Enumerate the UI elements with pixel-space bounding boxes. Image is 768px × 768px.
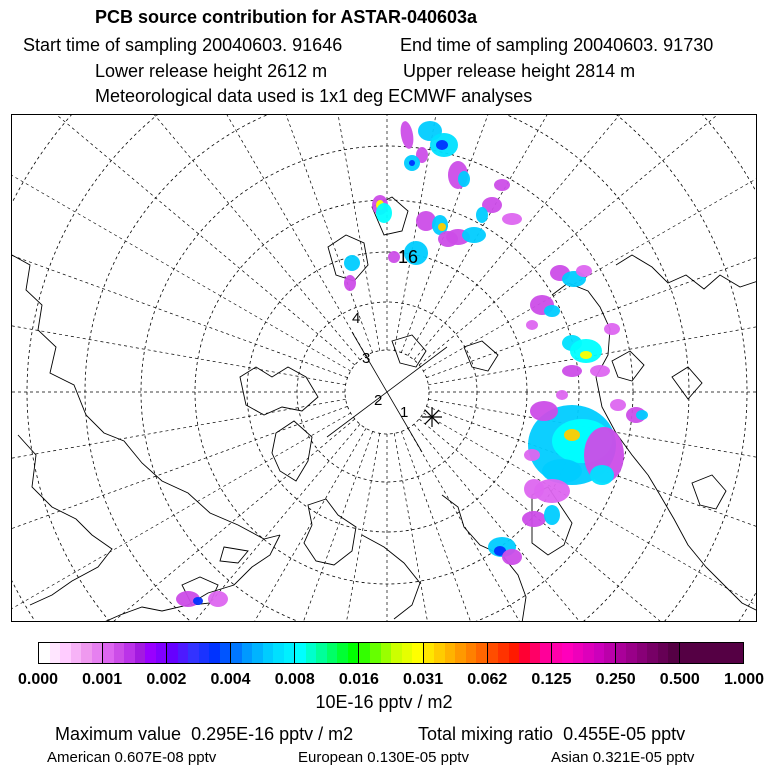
colorbar-segment [39,643,103,663]
colorbar-swatch [327,643,338,663]
map-title: PCB source contribution for ASTAR-040603a [95,7,478,27]
colorbar-swatch [370,643,381,663]
coastline-segment [272,421,312,481]
colorbar-swatch [220,643,231,663]
colorbar-swatch [81,643,92,663]
concentration-blob [530,401,558,421]
colorbar-segment [231,643,295,663]
colorbar-swatch [562,643,573,663]
coastline-segment [240,367,318,415]
meridian-line [265,115,379,351]
latitude-circle [12,115,757,622]
latitude-circle [12,115,757,622]
concentration-blob [502,213,522,225]
coastline-segment [18,435,112,605]
colorbar-segment [359,643,423,663]
concentration-blob [590,465,614,485]
colorbar-tick-label: 0.250 [595,671,636,688]
concentration-blob [458,171,470,187]
total-value: 0.455E-05 pptv [563,724,686,744]
concentration-blob [524,449,540,461]
concentration-blob [344,275,356,291]
concentration-blob [564,429,580,441]
meridian-line [12,153,348,378]
colorbar-swatch [178,643,189,663]
concentration-blob [438,231,458,247]
concentration-blob [610,399,626,411]
colorbar-swatch [658,643,669,663]
colorbar-swatch [124,643,135,663]
colorbar-tick-label: 0.062 [467,671,508,688]
colorbar-segment [103,643,167,663]
end-time-label: End time of sampling 20040603. 91730 [400,35,714,55]
colorbar-segment [167,643,231,663]
colorbar-swatch [445,643,456,663]
concentration-blob [502,549,522,565]
concentration-blob [580,351,592,359]
colorbar-swatch [348,643,359,663]
colorbar-tick-label: 0.008 [274,671,315,688]
colorbar-segment [295,643,359,663]
concentration-blob [376,203,392,223]
meridian-line [37,428,366,622]
total-label: Total mixing ratio [418,724,554,744]
sector-label: 3 [362,350,371,367]
coastline-segment [392,335,426,367]
colorbar-swatch [594,643,605,663]
colorbar-tick-label: 0.031 [403,671,444,688]
meridian-line [12,270,346,384]
colorbar-swatch [92,643,103,663]
colorbar-swatch [231,643,242,663]
lower-height-label: Lower release height 2612 m [95,61,328,81]
coastline-segment [220,547,248,563]
colorbar-swatch [647,643,658,663]
colorbar-swatch [583,643,594,663]
colorbar [38,642,744,664]
concentration-blob [522,511,546,527]
coastline-segment [672,367,702,399]
american-contribution: American 0.607E-08 pptv [47,749,217,766]
coastline-segment [692,475,726,509]
graticule [12,115,757,622]
colorbar-swatch [476,643,487,663]
meridian-line [12,406,348,622]
colorbar-swatch [199,643,210,663]
colorbar-swatch [424,643,435,663]
colorbar-swatch [60,643,71,663]
colorbar-swatch [391,643,402,663]
coastline-segment [12,255,280,539]
concentration-blob [438,223,446,231]
colorbar-swatch [573,643,584,663]
colorbar-swatch [530,643,541,663]
colorbar-tick-label: 0.001 [82,671,123,688]
concentration-blob [476,207,488,223]
colorbar-swatch [71,643,82,663]
colorbar-swatch [156,643,167,663]
coastline-segment [648,475,757,611]
marker-label: 16 [398,247,419,267]
colorbar-tick-label: 0.002 [146,671,187,688]
colorbar-swatch [167,643,178,663]
meridian-line [37,115,366,356]
colorbar-tick-label: 0.016 [338,671,379,688]
concentration-blob [590,365,610,377]
colorbar-swatch [722,643,733,663]
colorbar-segment [488,643,552,663]
coastlines [12,197,757,622]
upper-height-label: Upper release height 2814 m [403,61,636,81]
colorbar-swatch [552,643,563,663]
colorbar-swatch [359,643,370,663]
concentration-blob [193,597,203,605]
coastline-segment [612,351,644,381]
colorbar-swatch [252,643,263,663]
colorbar-swatch [616,643,627,663]
coastline-segment [304,499,356,565]
colorbar-tick-label: 0.125 [531,671,572,688]
total-mixing-label [418,724,685,745]
meridian-line [12,419,355,622]
colorbar-swatch [540,643,551,663]
max-value: 0.295E-16 pptv / m2 [191,724,354,744]
colorbar-swatch [626,643,637,663]
colorbar-swatch [316,643,327,663]
asian-contribution: Asian 0.321E-05 pptv [551,749,695,766]
colorbar-swatch [381,643,392,663]
colorbar-swatch [680,643,691,663]
colorbar-swatch [498,643,509,663]
colorbar-segment [552,643,616,663]
colorbar-swatch [466,643,477,663]
coastline-segment [464,341,498,371]
map-panel [11,114,757,622]
colorbar-swatch [455,643,466,663]
colorbar-swatch [733,643,744,663]
colorbar-swatch [306,643,317,663]
concentration-blob [494,179,510,191]
meridian-line [12,399,346,513]
concentration-blob [544,505,560,525]
colorbar-segment [616,643,680,663]
colorbar-swatch [604,643,615,663]
start-time-label: Start time of sampling 20040603. 91646 [23,35,343,55]
concentration-blob [604,323,620,335]
colorbar-segment [424,643,488,663]
colorbar-swatch [242,643,253,663]
max-label: Maximum value [55,724,182,744]
concentration-blob [208,591,228,607]
sector-label: 2 [374,392,383,409]
colorbar-swatch [145,643,156,663]
colorbar-swatch [209,643,220,663]
concentration-blob [524,479,544,499]
concentration-blob [562,365,582,377]
colorbar-swatch [114,643,125,663]
max-value-label [55,724,353,745]
colorbar-tick-label: 0.000 [17,671,59,688]
meridian-line [265,433,379,622]
meridian-line [12,115,355,365]
colorbar-tick-label: 0.500 [659,671,700,688]
european-contribution: European 0.130E-05 pptv [298,749,469,766]
colorbar-swatch [637,643,648,663]
colorbar-tick-label: 0.004 [210,671,251,688]
colorbar-swatch [434,643,445,663]
colorbar-swatch [701,643,712,663]
concentration-blob [436,140,448,150]
colorbar-tick-label: 1.000 [723,671,765,688]
colorbar-swatch [50,643,61,663]
coastline-segment [616,255,757,289]
meridian-line [12,413,351,622]
colorbar-swatch [263,643,274,663]
concentration-blob [409,160,415,166]
sector-label: 1 [400,404,409,421]
colorbar-swatch [509,643,520,663]
sector-label: 4 [352,310,361,327]
colorbar-swatch [412,643,423,663]
meridian-line [394,433,508,622]
colorbar-swatch [711,643,722,663]
concentration-blob [636,410,648,420]
concentration-blob [399,120,416,150]
meridian-line [423,115,757,371]
colorbar-swatch [337,643,348,663]
concentration-blob [576,265,592,277]
concentration-blob [556,390,568,400]
concentration-blob [462,227,486,243]
colorbar-swatch [188,643,199,663]
colorbar-swatch [295,643,306,663]
colorbar-swatch [273,643,284,663]
colorbar-segment [680,643,743,663]
concentration-blob [544,305,560,317]
colorbar-unit-label: 10E-16 pptv / m2 [315,692,453,712]
met-data-label: Meteorological data used is 1x1 deg ECMWF analyses [95,86,533,106]
receptor-marker [422,407,442,427]
colorbar-swatch [690,643,701,663]
colorbar-swatch [135,643,146,663]
map-canvas [12,115,757,622]
colorbar-swatch [402,643,413,663]
concentration-blob [526,320,538,330]
colorbar-swatch [668,643,679,663]
meridian-line [12,115,360,360]
colorbar-swatch [519,643,530,663]
colorbar-swatch [284,643,295,663]
coastline-segment [362,535,420,619]
colorbar-swatch [39,643,50,663]
concentration-blob [344,255,360,271]
colorbar-swatch [488,643,499,663]
colorbar-swatch [103,643,114,663]
